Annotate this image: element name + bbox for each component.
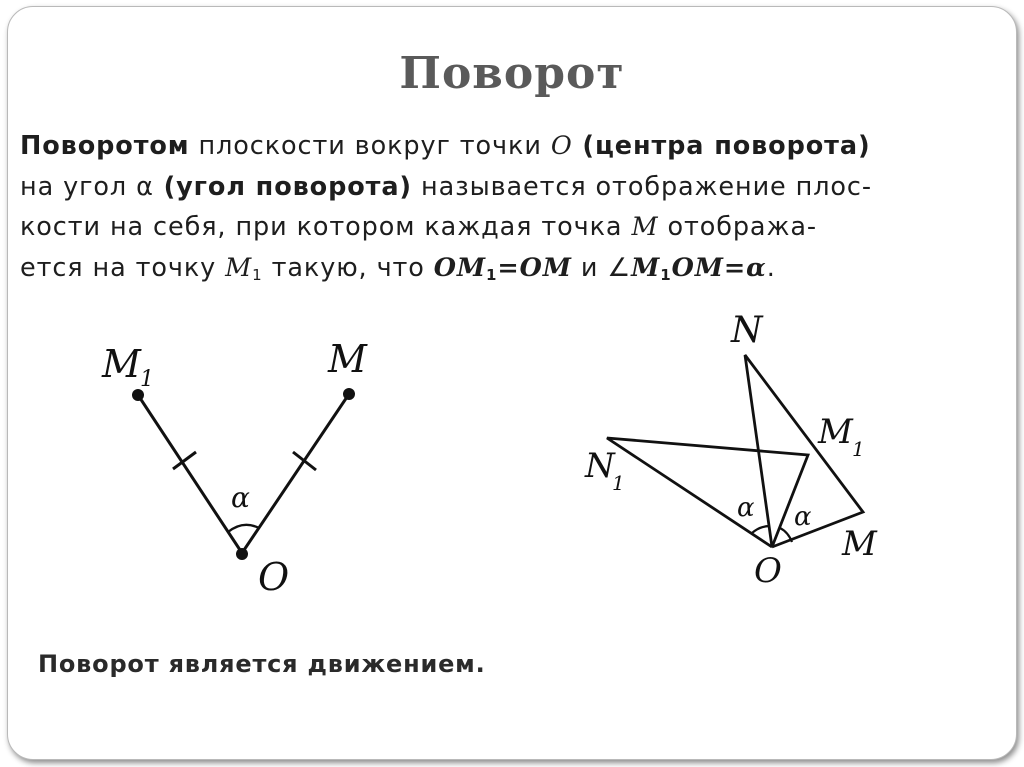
label-m1-sub: 1 [140, 367, 154, 392]
angle-arc-left [752, 526, 770, 533]
definition-text: такую, что [262, 252, 434, 283]
angle-arc-right [780, 528, 792, 542]
label-o-fig2: O [754, 551, 782, 591]
definition-text: плоскости вокруг точки [189, 131, 551, 161]
definition-text: . [766, 252, 776, 283]
segment-om1 [138, 395, 242, 553]
label-alpha-left: α [737, 493, 755, 523]
equation-part: OM [433, 252, 487, 283]
slide-title: Поворот [399, 48, 625, 99]
term-angle: (угол поворота) [153, 171, 412, 202]
point-o-dot [236, 548, 248, 560]
label-m1: M [102, 342, 141, 386]
angle-arc [228, 525, 259, 532]
term-rotation: Поворотом [20, 131, 190, 161]
label-m: M [328, 337, 367, 381]
label-m1-fig2: M [818, 412, 853, 452]
subscript: 1 [252, 265, 263, 284]
angle-symbol: ∠ [607, 252, 632, 283]
term-center: (центра поворота) [572, 131, 871, 161]
subscript: 1 [660, 265, 672, 284]
definition-text: называется отображение плос- [412, 171, 872, 202]
definition-text: кости на себя, при котором каждая точка [20, 212, 632, 242]
equation-part: =OM [497, 252, 572, 283]
label-n1-sub: 1 [612, 471, 625, 495]
subscript: 1 [486, 265, 498, 284]
point-m-dot [343, 388, 355, 400]
equation-part: M [631, 252, 661, 283]
label-o: O [258, 555, 290, 599]
label-alpha: α [231, 481, 250, 514]
label-n1: N [585, 446, 615, 486]
label-m-fig2: M [842, 524, 877, 564]
triangle-on1m1 [607, 438, 808, 547]
equation-part: α [746, 252, 767, 283]
definition-text: на угол [20, 171, 137, 202]
conclusion-text: Поворот является движением. [38, 650, 486, 678]
symbol-alpha: α [136, 171, 154, 202]
equation-part: OM= [671, 252, 747, 283]
label-alpha-right: α [794, 502, 812, 532]
label-m1-fig2-sub: 1 [852, 437, 865, 461]
label-n: N [731, 310, 763, 351]
point-o: O [550, 131, 573, 161]
point-m: M [631, 212, 659, 242]
definition-text: отобража- [658, 212, 817, 242]
tick-mark [293, 452, 316, 470]
segment-om [242, 394, 349, 553]
point-m1: M [225, 252, 253, 283]
definition-text: ется на точку [20, 252, 226, 283]
definition-text: и [571, 252, 608, 283]
figure-rotation-point [138, 394, 349, 553]
